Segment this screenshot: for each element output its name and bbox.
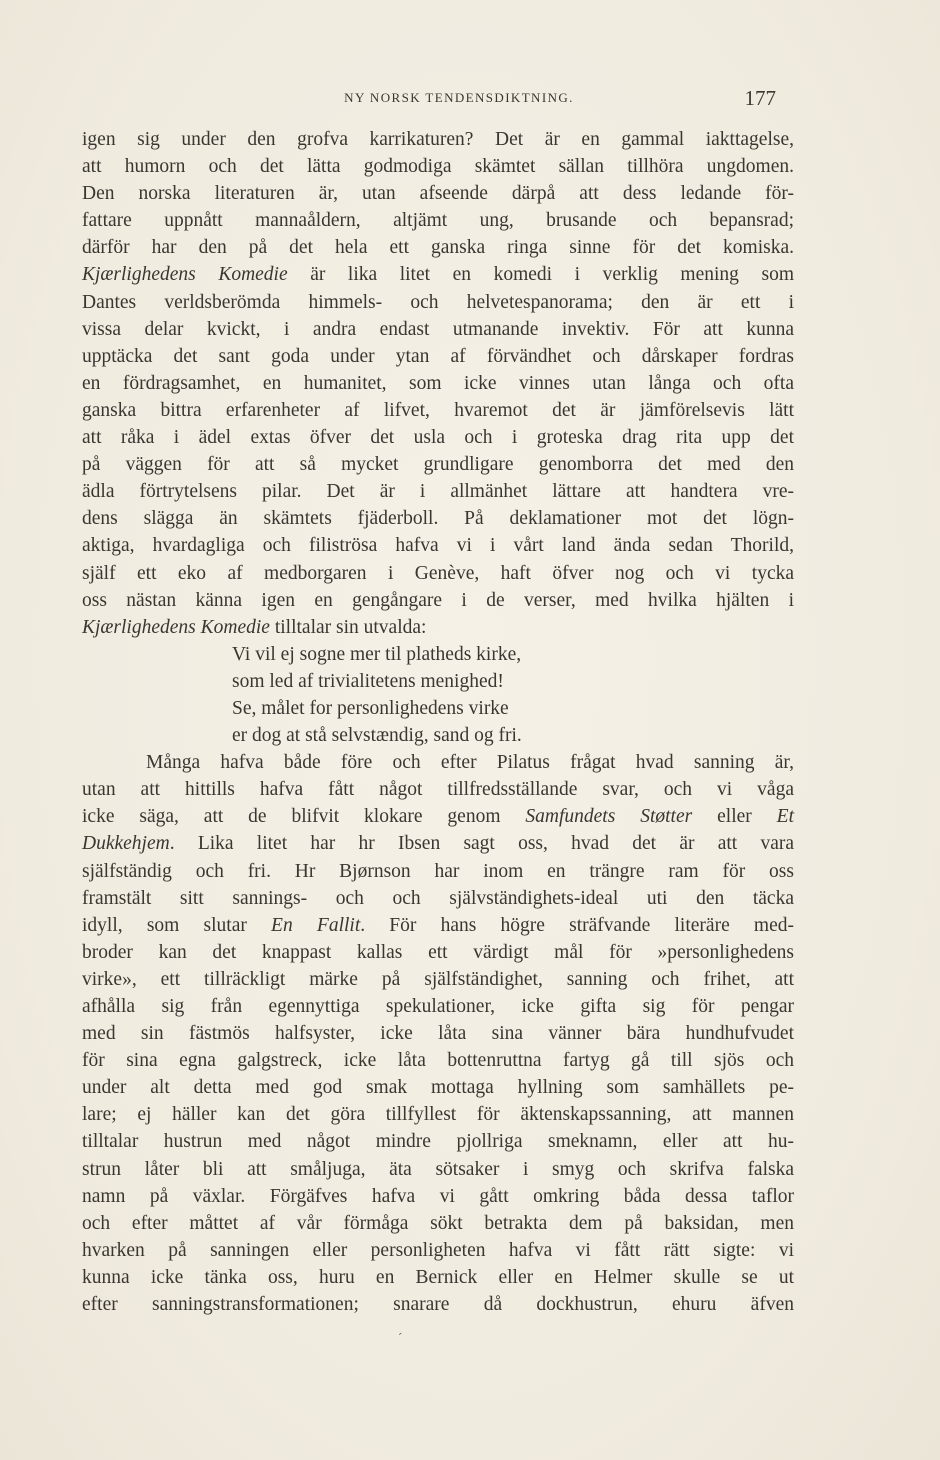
verse-line: er dog at stå selvstændig, sand og fri. bbox=[232, 725, 522, 747]
text-line: igen sig under den grofva karrikaturen? Det är en gammal iakttagelse, bbox=[82, 129, 794, 150]
text-line: framstält sitt sannings- och och självständighets-ideal uti den täcka bbox=[82, 887, 794, 909]
text-line: med sin fästmös halfsyster, icke låta sina vänner bära hundhufvudet bbox=[82, 1023, 794, 1045]
text-line: idyll, som slutar En Fallit. För hans högre sträfvande literäre med- bbox=[82, 914, 794, 936]
text-line: för sina egna galgstreck, icke låta bottenruttna fartyg gå till sjös och bbox=[82, 1050, 794, 1072]
body-text bbox=[82, 126, 794, 1318]
page-number: 177 bbox=[744, 86, 776, 110]
verse-line: som led af trivialitetens menighed! bbox=[232, 670, 504, 692]
text-line: efter sanningstransformationen; snarare då dockhustrun, ehuru äfven bbox=[82, 1294, 794, 1316]
text-line: att humorn och det lätta godmodiga skämtet sällan tillhöra ungdomen. bbox=[82, 156, 794, 178]
text-line: hvarken på sanningen eller personligheten hafva vi fått rätt sigte: vi bbox=[82, 1239, 794, 1261]
text-line: själf ett eko af medborgaren i Genève, haft öfver nog och vi tycka bbox=[82, 562, 794, 584]
text-line: Många hafva både före och efter Pilatus frågat hvad sanning är, bbox=[146, 752, 794, 774]
text-line: icke säga, att de blifvit klokare genom Samfundets Støtter eller Et bbox=[82, 806, 794, 828]
title-et-dukkehjem: Dukkehjem bbox=[82, 833, 170, 855]
text-line: själfständig och fri. Hr Bjørnson har inom en trängre ram för oss bbox=[82, 860, 794, 882]
title-kjaerlighedens-komedie: Kjærlighedens Komedie bbox=[82, 616, 270, 638]
text-line: broder kan det knappast kallas ett värdigt mål för »personlighedens bbox=[82, 941, 794, 963]
text-line: och efter måttet af vår förmåga sökt betrakta dem på baksidan, men bbox=[82, 1212, 794, 1234]
text-line: virke», ett tillräckligt märke på själfständighet, sanning och frihet, att bbox=[82, 968, 794, 990]
text-line: upptäcka det sant goda under ytan af förvändhet och dårskaper fordras bbox=[82, 345, 794, 367]
text-line: Kjærlighedens Komedie är lika litet en komedi i verklig mening som bbox=[82, 264, 794, 286]
text-line: Dantes verldsberömda himmels- och helvetespanorama; den är ett i bbox=[82, 291, 794, 313]
text-line: att råka i ädel extas öfver det usla och i groteska drag rita upp det bbox=[82, 427, 794, 449]
text-line: en fördragsamhet, en humanitet, som icke vinnes utan långa och ofta bbox=[82, 372, 794, 394]
verse-line: Vi vil ej sogne mer til platheds kirke, bbox=[232, 643, 522, 665]
text-line: under alt detta med god smak mottaga hyllning som samhällets pe- bbox=[82, 1077, 794, 1099]
running-head: NY NORSK TENDENSDIKTNING. bbox=[344, 90, 574, 105]
text-line: aktiga, hvardagliga och filiströsa hafva vi i vårt land ända sedan Thorild, bbox=[82, 535, 794, 557]
text-line: namn på växlar. Förgäfves hafva vi gått omkring båda dessa taflor bbox=[82, 1185, 794, 1207]
text-line: därför har den på det hela ett ganska ringa sinne för det komiska. bbox=[82, 237, 794, 259]
text-line: tilltalar hustrun med något mindre pjollriga smeknamn, eller att hu- bbox=[82, 1131, 794, 1153]
title-kjaerlighedens-komedie: Kjærlighedens Komedie bbox=[82, 264, 288, 286]
text-line: dens slägga än skämtets fjäderboll. På deklamationer mot det lögn- bbox=[82, 508, 794, 530]
text-line: oss nästan känna igen en gengångare i de verser, med hvilka hjälten i bbox=[82, 589, 794, 611]
verse-line: Se, målet for personlighedens virke bbox=[232, 697, 509, 719]
page-header bbox=[82, 86, 776, 112]
text-line: kunna icke tänka oss, huru en Bernick eller en Helmer skulle se ut bbox=[82, 1266, 794, 1288]
text-line: Dukkehjem. Lika litet har hr Ibsen sagt oss, hvad det är att vara bbox=[82, 833, 794, 855]
text-line: lare; ej häller kan det göra tillfyllest för äktenskapssanning, att mannen bbox=[82, 1104, 794, 1126]
text-line: utan att hittills hafva fått något tillfredsställande svar, och vi våga bbox=[82, 779, 794, 801]
title-en-fallit: En Fallit bbox=[271, 914, 361, 936]
title-et-dukkehjem: Et bbox=[776, 806, 794, 828]
printer-mark: ´ bbox=[398, 1330, 403, 1345]
text-line: vissa delar kvickt, i andra endast utmanande invektiv. För att kunna bbox=[82, 318, 794, 340]
text-line: strun låter bli att småljuga, äta sötsaker i smyg och skrifva falska bbox=[82, 1158, 794, 1180]
text-line: fattare uppnått mannaåldern, altjämt ung, brusande och bepansrad; bbox=[82, 210, 794, 232]
text-line: afhålla sig från egennyttiga spekulationer, icke gifta sig för pengar bbox=[82, 996, 794, 1017]
text-line: Kjærlighedens Komedie tilltalar sin utvalda: bbox=[82, 616, 427, 638]
text-line: Den norska literaturen är, utan afseende därpå att dess ledande för- bbox=[82, 183, 794, 205]
text-line: på väggen för att så mycket grundligare genomborra det med den bbox=[82, 454, 794, 476]
title-samfundets-stotter: Samfundets Støtter bbox=[525, 806, 693, 828]
text-line: ganska bittra erfarenheter af lifvet, hvaremot det är jämförelsevis lätt bbox=[82, 399, 794, 421]
text-line: ädla förtrytelsens pilar. Det är i allmänhet lättare att handtera vre- bbox=[82, 481, 794, 503]
